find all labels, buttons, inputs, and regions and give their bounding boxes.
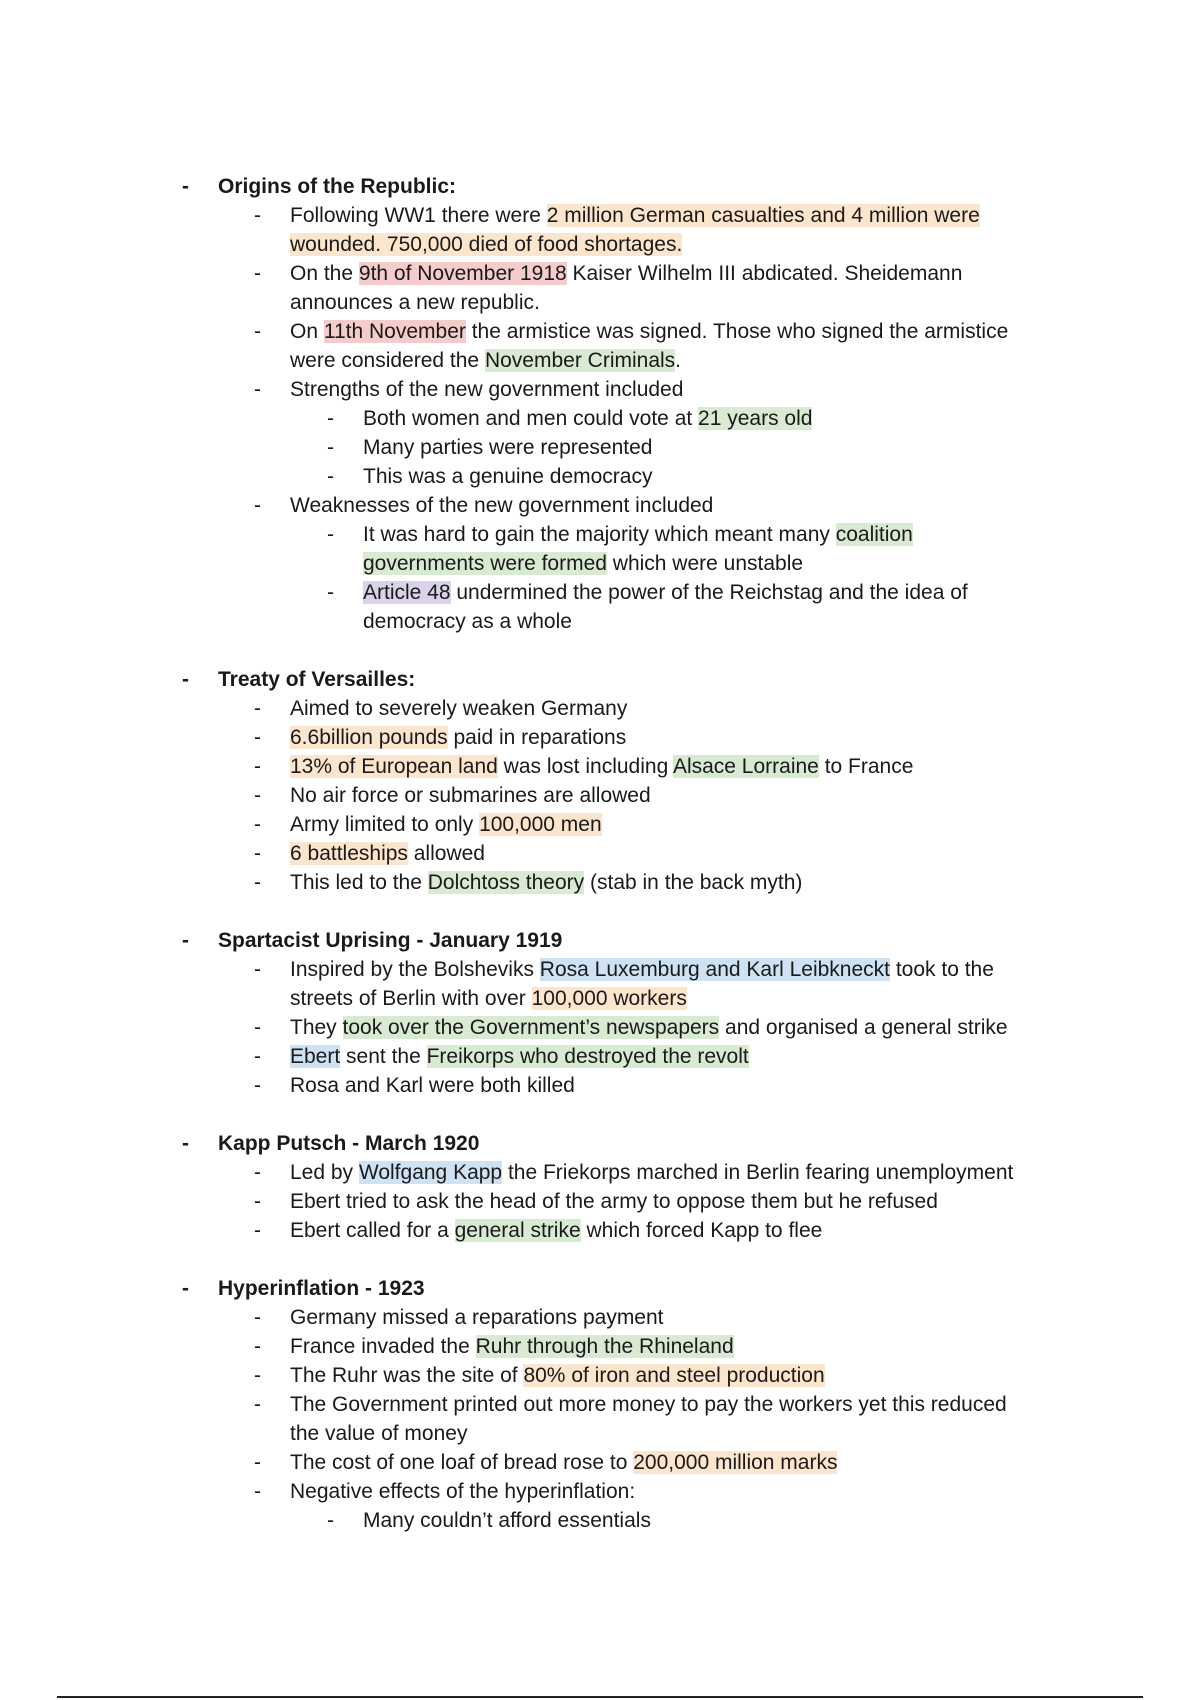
text-segment: Ebert called for a [290, 1219, 455, 1242]
list-item [0, 1477, 1200, 1506]
bullet-dash: - [254, 958, 261, 981]
list-item [0, 259, 1200, 288]
highlighted-text: 100,000 workers [531, 987, 687, 1010]
bullet-dash: - [254, 1161, 261, 1184]
highlighted-text: Freikorps who destroyed the revolt [426, 1045, 749, 1068]
text-segment: Both women and men could vote at [363, 407, 699, 430]
bullet-dash: - [254, 262, 261, 285]
highlighted-text: coalition [835, 523, 913, 546]
list-item [0, 694, 1200, 723]
bullet-dash: - [327, 436, 334, 459]
text-segment: The Government printed out more money to pay the workers yet this reduced [290, 1393, 1007, 1416]
text-segment: France invaded the [290, 1335, 476, 1358]
highlighted-text: Alsace Lorraine [672, 755, 819, 778]
list-item [0, 491, 1200, 520]
text-segment: Weaknesses of the new government included [290, 494, 714, 517]
bullet-dash: - [254, 755, 261, 778]
text-segment: paid in reparations [447, 726, 627, 749]
section [0, 172, 1200, 636]
text-segment: streets of Berlin with over [290, 987, 532, 1010]
text-segment: Inspired by the Bolsheviks [290, 958, 540, 981]
bullet-dash: - [254, 1219, 261, 1242]
highlighted-text: Ruhr through the Rhineland [475, 1335, 734, 1358]
bullet-dash: - [327, 581, 334, 604]
text-segment: were considered the [290, 349, 485, 372]
text-segment: Germany missed a reparations payment [290, 1306, 664, 1329]
bullet-dash: - [254, 494, 261, 517]
section [0, 926, 1200, 1100]
text-segment: took to the [890, 958, 994, 981]
list-item [0, 404, 1200, 433]
bullet-dash: - [254, 871, 261, 894]
list-item [0, 723, 1200, 752]
text-segment: Many parties were represented [363, 436, 653, 459]
bullet-dash: - [254, 1393, 261, 1416]
list-item [0, 1361, 1200, 1390]
text-segment: Strengths of the new government included [290, 378, 684, 401]
text-segment: announces a new republic. [290, 291, 540, 314]
text-segment: sent the [340, 1045, 427, 1068]
text-segment: the value of money [290, 1422, 468, 1445]
bullet-dash: - [327, 1509, 334, 1532]
bullet-dash: - [182, 175, 189, 198]
text-segment: the Friekorps marched in Berlin fearing unemployment [502, 1161, 1014, 1184]
section-heading-text: Spartacist Uprising - January 1919 [218, 929, 563, 952]
bullet-dash: - [254, 204, 261, 227]
text-segment: The cost of one loaf of bread rose to [290, 1451, 634, 1474]
highlighted-text: 80% of iron and steel production [523, 1364, 825, 1387]
section-heading-text: Hyperinflation - 1923 [218, 1277, 425, 1300]
highlighted-text: Wolfgang Kapp [358, 1161, 503, 1184]
section-heading [0, 172, 1200, 201]
bullet-dash: - [254, 1045, 261, 1068]
bullet-dash: - [182, 1132, 189, 1155]
highlighted-text: Ebert [290, 1045, 341, 1068]
text-segment: . [675, 349, 682, 372]
section-heading [0, 1274, 1200, 1303]
list-item-continuation [0, 607, 1200, 636]
text-segment: No air force or submarines are allowed [290, 784, 651, 807]
text-segment: It was hard to gain the majority which meant many [363, 523, 836, 546]
text-segment: On the [290, 262, 359, 285]
bullet-dash: - [182, 1277, 189, 1300]
list-item [0, 1216, 1200, 1245]
list-item [0, 1071, 1200, 1100]
text-segment: The Ruhr was the site of [290, 1364, 524, 1387]
section-heading-text: Treaty of Versailles: [218, 668, 416, 691]
text-segment: Following WW1 there were [290, 204, 547, 227]
list-item-continuation [0, 346, 1200, 375]
highlighted-text: Rosa Luxemburg and Karl Leibkneckt [539, 958, 890, 981]
text-segment: Negative effects of the hyperinflation: [290, 1480, 636, 1503]
text-segment: which forced Kapp to flee [580, 1219, 823, 1242]
list-item [0, 462, 1200, 491]
bullet-dash: - [254, 1074, 261, 1097]
bullet-dash: - [254, 726, 261, 749]
list-item-continuation [0, 1419, 1200, 1448]
list-item [0, 1187, 1200, 1216]
highlighted-text: 100,000 men [479, 813, 602, 836]
bullet-dash: - [182, 668, 189, 691]
bullet-dash: - [254, 320, 261, 343]
text-segment: Many couldn’t afford essentials [363, 1509, 651, 1532]
section-heading [0, 665, 1200, 694]
bullet-dash: - [254, 1480, 261, 1503]
list-item-continuation [0, 984, 1200, 1013]
list-item [0, 868, 1200, 897]
bullet-dash: - [327, 523, 334, 546]
text-segment: was lost including [497, 755, 673, 778]
list-item-continuation [0, 230, 1200, 259]
list-item [0, 578, 1200, 607]
list-item [0, 1303, 1200, 1332]
highlighted-text: 13% of European land [290, 755, 498, 778]
bullet-dash: - [254, 1016, 261, 1039]
highlighted-text: wounded. 750,000 died of food shortages. [290, 233, 683, 256]
text-segment: and organised a general strike [719, 1016, 1008, 1039]
text-segment: democracy as a whole [363, 610, 572, 633]
list-item [0, 520, 1200, 549]
bullet-dash: - [254, 1190, 261, 1213]
text-segment: Ebert tried to ask the head of the army to oppose them but he refused [290, 1190, 938, 1213]
section [0, 665, 1200, 897]
list-item [0, 1390, 1200, 1419]
highlighted-text: 21 years old [698, 407, 813, 430]
highlighted-text: 6 battleships [290, 842, 408, 865]
highlighted-text: 200,000 million marks [633, 1451, 838, 1474]
highlighted-text: general strike [454, 1219, 581, 1242]
text-segment: Led by [290, 1161, 359, 1184]
bullet-dash: - [254, 813, 261, 836]
highlighted-text: 2 million German casualties and 4 million were [546, 204, 980, 227]
text-segment: (stab in the back myth) [584, 871, 803, 894]
list-item [0, 1042, 1200, 1071]
highlighted-text: 11th November [323, 320, 466, 343]
bullet-dash: - [254, 1364, 261, 1387]
list-item [0, 317, 1200, 346]
text-segment: This led to the [290, 871, 428, 894]
list-item [0, 201, 1200, 230]
text-segment: They [290, 1016, 343, 1039]
bullet-dash: - [254, 842, 261, 865]
bullet-dash: - [254, 378, 261, 401]
bullet-dash: - [254, 784, 261, 807]
bullet-dash: - [254, 1335, 261, 1358]
list-item-continuation [0, 549, 1200, 578]
text-segment: On [290, 320, 324, 343]
text-segment: Aimed to severely weaken Germany [290, 697, 628, 720]
section-heading [0, 926, 1200, 955]
list-item [0, 375, 1200, 404]
text-segment: Kaiser Wilhelm III abdicated. Sheidemann [566, 262, 963, 285]
list-item [0, 752, 1200, 781]
section-heading [0, 1129, 1200, 1158]
text-segment: Army limited to only [290, 813, 480, 836]
highlighted-text: took over the Government’s newspapers [342, 1016, 720, 1039]
bullet-dash: - [327, 407, 334, 430]
bullet-dash: - [327, 465, 334, 488]
list-item [0, 1506, 1200, 1535]
bullet-dash: - [182, 929, 189, 952]
list-item [0, 955, 1200, 984]
section-heading-text: Kapp Putsch - March 1920 [218, 1132, 480, 1155]
list-item [0, 839, 1200, 868]
list-item [0, 1448, 1200, 1477]
text-segment: to France [818, 755, 914, 778]
highlighted-text: governments were formed [363, 552, 607, 575]
text-segment: allowed [407, 842, 485, 865]
highlighted-text: 6.6billion pounds [290, 726, 448, 749]
section-heading-text: Origins of the Republic: [218, 175, 457, 198]
section [0, 1274, 1200, 1535]
text-segment: Rosa and Karl were both killed [290, 1074, 575, 1097]
text-segment: undermined the power of the Reichstag and the idea of [450, 581, 968, 604]
document-body [0, 172, 1200, 1564]
highlighted-text: Article 48 [363, 581, 451, 604]
text-segment: This was a genuine democracy [363, 465, 653, 488]
highlighted-text: 9th of November 1918 [358, 262, 567, 285]
list-item [0, 433, 1200, 462]
list-item-continuation [0, 288, 1200, 317]
text-segment: which were unstable [606, 552, 804, 575]
section [0, 1129, 1200, 1245]
bullet-dash: - [254, 697, 261, 720]
list-item [0, 810, 1200, 839]
list-item [0, 1158, 1200, 1187]
highlighted-text: November Criminals [484, 349, 676, 372]
list-item [0, 781, 1200, 810]
bullet-dash: - [254, 1306, 261, 1329]
list-item [0, 1332, 1200, 1361]
footer-rule [57, 1696, 1143, 1698]
list-item [0, 1013, 1200, 1042]
bullet-dash: - [254, 1451, 261, 1474]
text-segment: the armistice was signed. Those who signed the armistice [465, 320, 1009, 343]
highlighted-text: Dolchtoss theory [427, 871, 585, 894]
